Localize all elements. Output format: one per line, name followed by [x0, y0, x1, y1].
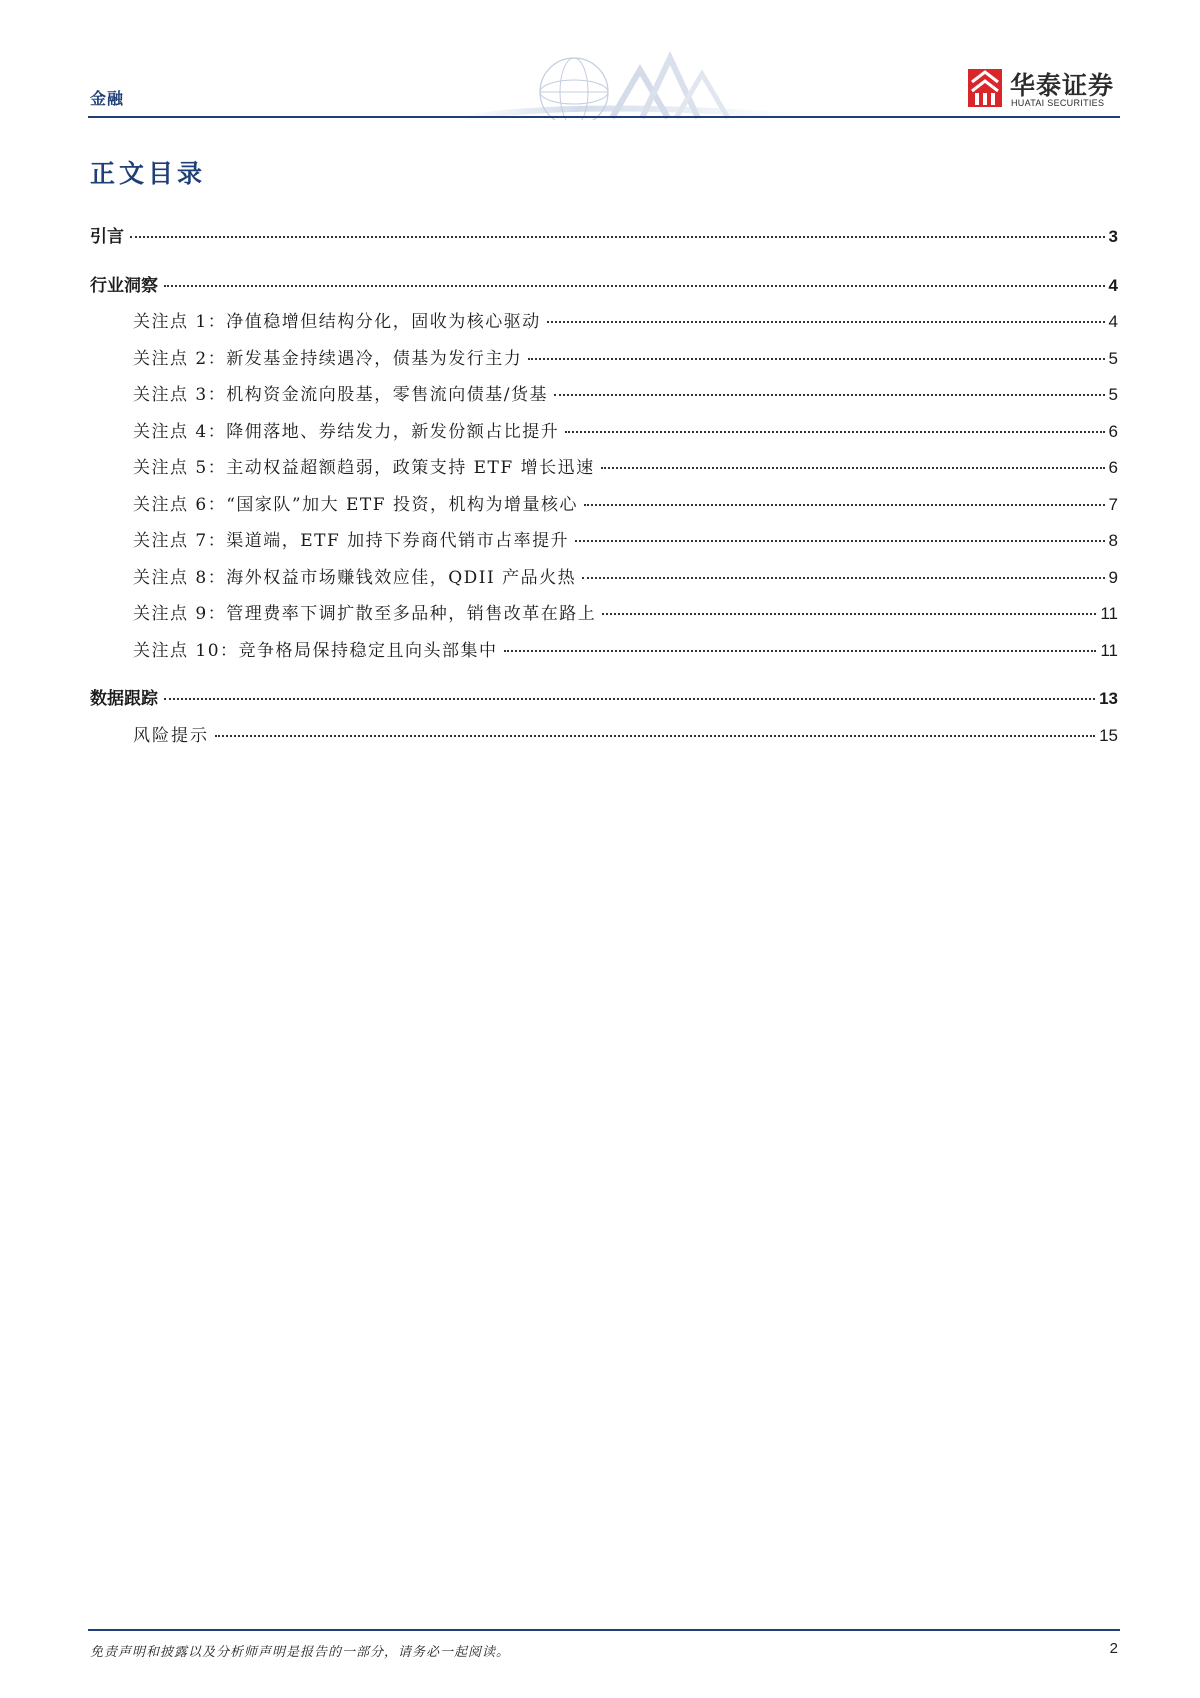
toc-entry-data-tracking[interactable] — [90, 684, 1118, 721]
footer-divider — [88, 1629, 1120, 1631]
dot-leader — [601, 467, 1105, 469]
dot-leader — [554, 394, 1105, 396]
toc-entry-focus-7[interactable] — [90, 526, 1118, 563]
toc-entry-page: 7 — [1108, 494, 1118, 514]
dot-leader — [164, 285, 1105, 287]
dot-leader — [565, 431, 1104, 433]
toc-entry-page: 11 — [1100, 604, 1118, 623]
toc-entry-industry-insight[interactable] — [90, 271, 1118, 308]
toc-entry-page: 8 — [1108, 531, 1118, 550]
toc-entry-page: 4 — [1108, 275, 1118, 295]
huatai-logo — [968, 68, 1128, 112]
toc-entry-focus-1[interactable] — [90, 307, 1118, 344]
toc-entry-focus-10[interactable] — [90, 636, 1118, 673]
toc-entry-label: 引言 — [90, 227, 124, 247]
toc-entry-page: 5 — [1108, 348, 1118, 368]
dot-leader — [547, 321, 1105, 323]
page-header — [0, 0, 1200, 122]
toc-entry-label: 行业洞察 — [90, 275, 158, 296]
toc-entry-focus-8[interactable] — [90, 563, 1118, 600]
toc-entry-label: 关注点 2：新发基金持续遇冷，债基为发行主力 — [133, 348, 523, 369]
section-label: 金融 — [90, 89, 125, 108]
logo-english-name: HUATAI SECURITIES — [1011, 98, 1105, 108]
footer-disclaimer: 免责声明和披露以及分析师声明是报告的一部分，请务必一起阅读。 — [90, 1645, 511, 1660]
toc-entry-page: 9 — [1108, 567, 1118, 587]
toc-entry-label: 关注点 4：降佣落地、券结发力，新发份额占比提升 — [133, 421, 560, 442]
toc-entry-focus-2[interactable] — [90, 344, 1118, 381]
toc-entry-page: 11 — [1100, 640, 1118, 660]
dot-leader — [130, 236, 1105, 238]
toc-entry-label: 关注点 10：竞争格局保持稳定且向头部集中 — [133, 640, 498, 661]
toc-entry-label: 关注点 7：渠道端，ETF 加持下券商代销市占率提升 — [133, 531, 570, 551]
toc-entry-intro[interactable] — [90, 222, 1118, 259]
toc-entry-risk-warning[interactable] — [90, 721, 1118, 758]
dot-leader — [602, 613, 1096, 615]
toc-entry-focus-4[interactable] — [90, 417, 1118, 454]
dot-leader — [582, 577, 1104, 579]
toc-entry-page: 6 — [1108, 421, 1118, 441]
toc-entry-focus-9[interactable] — [90, 599, 1118, 636]
toc-entry-focus-5[interactable] — [90, 453, 1118, 490]
dot-leader — [215, 735, 1095, 737]
toc-entry-label: 风险提示 — [133, 725, 209, 746]
toc-entry-page: 6 — [1108, 458, 1118, 477]
toc-entry-label: 关注点 5：主动权益超额趋弱，政策支持 ETF 增长迅速 — [133, 458, 595, 478]
toc-entry-focus-6[interactable] — [90, 490, 1118, 527]
dot-leader — [504, 650, 1097, 652]
toc-entry-label: 关注点 3：机构资金流向股基，零售流向债基/货基 — [133, 385, 548, 405]
globe-banner-graphic — [462, 40, 792, 120]
dot-leader — [528, 358, 1104, 360]
page-number: 2 — [1109, 1640, 1118, 1657]
toc-entry-label: 关注点 8：海外权益市场赚钱效应佳，QDII 产品火热 — [133, 567, 577, 588]
toc-entry-label: 关注点 1：净值稳增但结构分化，固收为核心驱动 — [133, 312, 541, 332]
toc-title: 正文目录 — [90, 159, 207, 188]
toc-entry-focus-3[interactable] — [90, 380, 1118, 417]
header-divider — [88, 116, 1120, 118]
toc-entry-page: 5 — [1108, 385, 1118, 404]
table-of-contents — [90, 222, 1118, 757]
toc-entry-page: 3 — [1108, 227, 1118, 246]
huatai-logo-mark-icon — [968, 69, 1002, 107]
toc-entry-page: 13 — [1099, 689, 1118, 708]
toc-entry-label: 关注点 6：“国家队”加大 ETF 投资，机构为增量核心 — [133, 494, 578, 515]
toc-entry-page: 15 — [1099, 725, 1118, 745]
dot-leader — [584, 504, 1105, 506]
logo-chinese-name: 华泰证券 — [1010, 71, 1115, 100]
dot-leader — [575, 540, 1104, 542]
toc-entry-label: 关注点 9：管理费率下调扩散至多品种，销售改革在路上 — [133, 604, 597, 624]
dot-leader — [164, 698, 1095, 700]
toc-entry-label: 数据跟踪 — [90, 689, 158, 709]
toc-entry-page: 4 — [1108, 312, 1118, 331]
